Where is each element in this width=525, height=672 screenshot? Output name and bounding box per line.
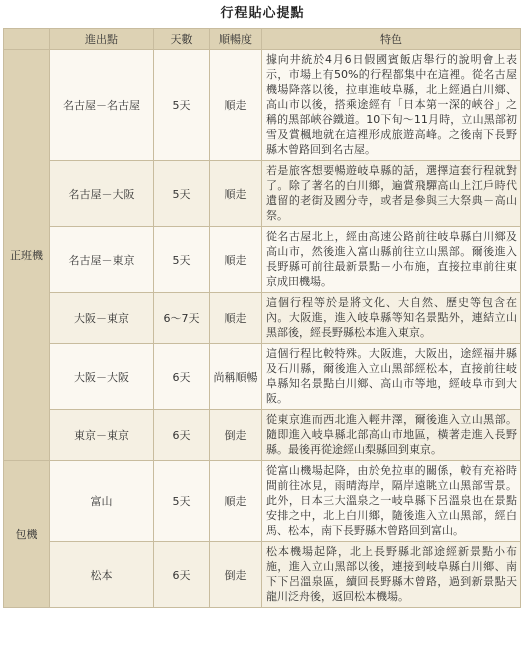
- header-pace: 順暢度: [210, 29, 262, 50]
- header-row: [4, 29, 521, 50]
- feature-cell: 若是旅客想要暢遊岐阜縣的話，選擇這套行程就對了。除了著名的白川鄉，遍賞飛驒高山上江戶時代遺留的老街及國分寺，或者是參與三大祭典－高山祭。: [262, 161, 521, 227]
- category-cell-charter: 包機: [4, 461, 50, 608]
- feature-cell: 從富山機場起降，由於免拉車的關係，較有充裕時間前往冰見，雨晴海岸，隔岸遠眺立山黑部雪景。此外，日本三大溫泉之一岐阜縣下呂溫泉也在景點安排之中，北上白川鄉，隨後進入立山黑部，經白馬、松本，南下長野縣木曾路回到富山。: [262, 461, 521, 542]
- pace-cell: 順走: [210, 50, 262, 161]
- route-cell: 富山: [50, 461, 154, 542]
- days-cell: 5天: [154, 50, 210, 161]
- table-row: [4, 461, 521, 542]
- pace-cell: 尚稱順暢: [210, 344, 262, 410]
- route-cell: 東京－東京: [50, 410, 154, 461]
- feature-cell: 這個行程比較特殊。大阪進，大阪出，途經福井縣及石川縣，爾後進入立山黑部經松本，直接前往岐阜縣知名景點白川鄉、高山市等地，經岐阜市到大阪。: [262, 344, 521, 410]
- days-cell: 5天: [154, 227, 210, 293]
- pace-cell: 順走: [210, 293, 262, 344]
- days-cell: 6天: [154, 542, 210, 608]
- feature-cell: 這個行程等於是將文化、大自然、歷史等包含在內。大阪進，進入岐阜縣等知名景點外，連結立山黑部後，經長野縣松本進入東京。: [262, 293, 521, 344]
- route-cell: 大阪－大阪: [50, 344, 154, 410]
- table-row: [4, 50, 521, 161]
- header-category: [4, 29, 50, 50]
- category-cell-regular-flight: 正班機: [4, 50, 50, 461]
- days-cell: 5天: [154, 161, 210, 227]
- days-cell: 6～7天: [154, 293, 210, 344]
- table-row: [4, 293, 521, 344]
- route-cell: 大阪－東京: [50, 293, 154, 344]
- pace-cell: 順走: [210, 161, 262, 227]
- feature-cell: 從東京進而西北進入輕井澤，爾後進入立山黑部。隨即進入岐阜縣北部高山市地區，橫著走進入長野縣。最後再從途經山梨縣回到東京。: [262, 410, 521, 461]
- feature-cell: 據向井統於4月6日假國賓飯店舉行的說明會上表示，市場上有50%的行程都集中在這裡。從名古屋機場降落以後，拉車進岐阜縣，北上經過白川鄉、高山市以後，搭乘途經有「日本第一深的峽谷」之稱的黑部峽谷鐵道。10下旬～11月時，立山黑部初雪及賞楓地就在這裡形成旅遊高峰。之後南下長野縣木曾路回到名古屋。: [262, 50, 521, 161]
- page-title: 行程貼心提點: [220, 6, 305, 21]
- pace-cell: 順走: [210, 227, 262, 293]
- route-cell: 名古屋－名古屋: [50, 50, 154, 161]
- itinerary-table: [3, 28, 521, 608]
- pace-cell: 順走: [210, 461, 262, 542]
- feature-cell: 從名古屋北上，經由高速公路前往岐阜縣白川鄉及高山市，然後進入富山縣前往立山黑部。爾後進入長野縣可前往最新景點－小布施，直接拉車前往東京成田機場。: [262, 227, 521, 293]
- table-row: [4, 344, 521, 410]
- pace-cell: 倒走: [210, 410, 262, 461]
- table-row: [4, 410, 521, 461]
- route-cell: 名古屋－東京: [50, 227, 154, 293]
- header-days: 天數: [154, 29, 210, 50]
- days-cell: 6天: [154, 410, 210, 461]
- days-cell: 6天: [154, 344, 210, 410]
- route-cell: 松本: [50, 542, 154, 608]
- header-feature: 特色: [262, 29, 521, 50]
- route-cell: 名古屋－大阪: [50, 161, 154, 227]
- table-row: [4, 542, 521, 608]
- table-row: [4, 161, 521, 227]
- table-row: [4, 227, 521, 293]
- days-cell: 5天: [154, 461, 210, 542]
- pace-cell: 倒走: [210, 542, 262, 608]
- feature-cell: 松本機場起降，北上長野縣北部途經新景點小布施，進入立山黑部以後，連接到岐阜縣白川鄉、南下下呂溫泉區，續回長野縣木曾路，過到新景點天龍川泛舟後，返回松本機場。: [262, 542, 521, 608]
- header-route: 進出點: [50, 29, 154, 50]
